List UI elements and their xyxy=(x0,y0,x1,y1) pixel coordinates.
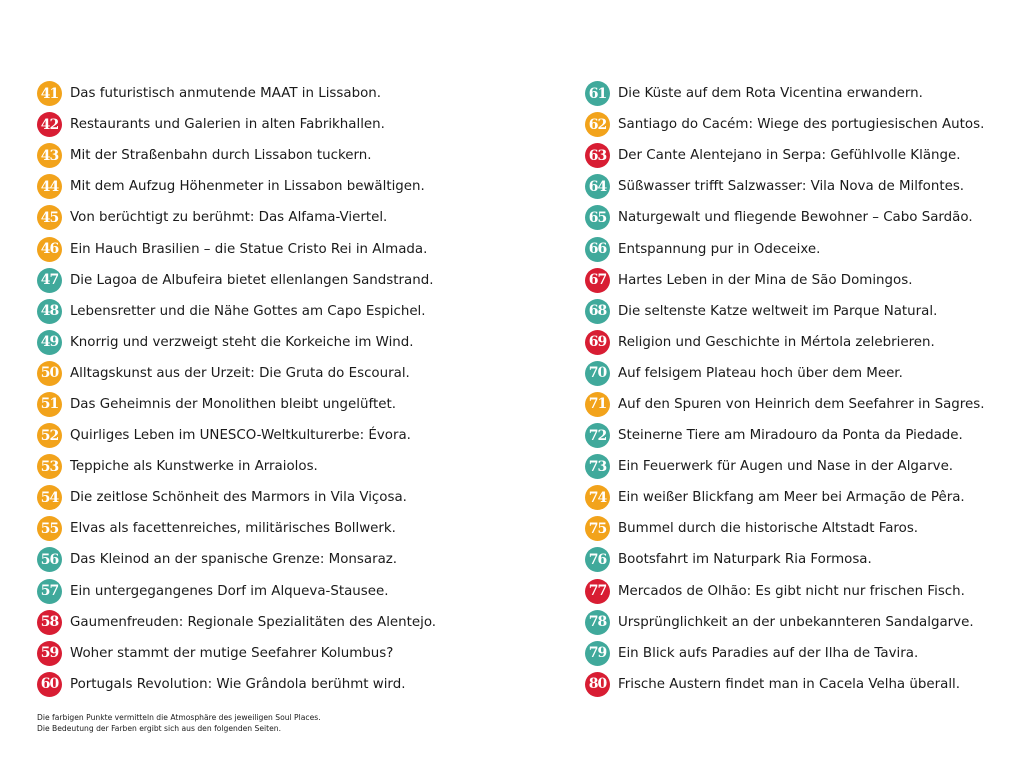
number-badge: 70 xyxy=(585,361,610,386)
number-badge: 57 xyxy=(37,579,62,604)
number-badge: 67 xyxy=(585,268,610,293)
list-item xyxy=(37,669,537,700)
list-item-label: Bummel durch die historische Altstadt Faros. xyxy=(618,521,919,537)
number-badge: 65 xyxy=(585,205,610,230)
list-item-label: Knorrig und verzweigt steht die Korkeiche im Wind. xyxy=(70,334,414,350)
number-badge: 79 xyxy=(585,641,610,666)
list-item xyxy=(585,544,1015,575)
list-item-label: Ein weißer Blickfang am Meer bei Armação de Pêra. xyxy=(618,490,965,506)
list-item xyxy=(37,202,537,233)
list-item-label: Quirliges Leben im UNESCO-Weltkulturerbe: Évora. xyxy=(70,428,411,444)
list-item xyxy=(585,327,1015,358)
number-badge: 56 xyxy=(37,547,62,572)
footnote-line-2: Die Bedeutung der Farben ergibt sich aus den folgenden Seiten. xyxy=(37,724,282,733)
list-item xyxy=(37,576,537,607)
list-item xyxy=(585,296,1015,327)
list-item-label: Portugals Revolution: Wie Grândola berühmt wird. xyxy=(70,676,406,692)
number-badge: 47 xyxy=(37,268,62,293)
list-item-label: Religion und Geschichte in Mértola zelebrieren. xyxy=(618,334,935,350)
list-item xyxy=(585,482,1015,513)
number-badge: 45 xyxy=(37,205,62,230)
list-item-label: Das futuristisch anmutende MAAT in Lissabon. xyxy=(70,86,382,102)
list-item-label: Bootsfahrt im Naturpark Ria Formosa. xyxy=(618,552,872,568)
list-item-label: Mercados de Olhão: Es gibt nicht nur frischen Fisch. xyxy=(618,583,965,599)
list-item-label: Lebensretter und die Nähe Gottes am Capo Espichel. xyxy=(70,303,426,319)
list-item xyxy=(585,669,1015,700)
number-badge: 50 xyxy=(37,361,62,386)
list-item-label: Mit dem Aufzug Höhenmeter in Lissabon bewältigen. xyxy=(70,179,425,195)
list-item xyxy=(585,140,1015,171)
list-item-label: Das Geheimnis der Monolithen bleibt ungelüftet. xyxy=(70,396,396,412)
list-item xyxy=(585,78,1015,109)
list-item xyxy=(585,265,1015,296)
list-item xyxy=(585,389,1015,420)
list-item-label: Hartes Leben in der Mina de São Domingos. xyxy=(618,272,913,288)
number-badge: 66 xyxy=(585,237,610,262)
list-item xyxy=(37,420,537,451)
number-badge: 52 xyxy=(37,423,62,448)
number-badge: 53 xyxy=(37,454,62,479)
number-badge: 48 xyxy=(37,299,62,324)
number-badge: 55 xyxy=(37,516,62,541)
list-item xyxy=(585,576,1015,607)
number-badge: 41 xyxy=(37,81,62,106)
list-item-label: Santiago do Cacém: Wiege des portugiesischen Autos. xyxy=(618,117,985,133)
list-item xyxy=(37,389,537,420)
list-item-label: Die zeitlose Schönheit des Marmors in Vila Viçosa. xyxy=(70,490,407,506)
number-badge: 58 xyxy=(37,610,62,635)
number-badge: 43 xyxy=(37,143,62,168)
list-item-label: Auf felsigem Plateau hoch über dem Meer. xyxy=(618,365,903,381)
number-badge: 72 xyxy=(585,423,610,448)
list-item xyxy=(585,451,1015,482)
list-item xyxy=(585,233,1015,264)
number-badge: 73 xyxy=(585,454,610,479)
list-item-label: Ein Hauch Brasilien – die Statue Cristo Rei in Almada. xyxy=(70,241,428,257)
list-item-label: Der Cante Alentejano in Serpa: Gefühlvolle Klänge. xyxy=(618,148,961,164)
list-item xyxy=(585,171,1015,202)
list-item xyxy=(585,607,1015,638)
list-item xyxy=(37,233,537,264)
list-item xyxy=(37,482,537,513)
list-item-label: Die Lagoa de Albufeira bietet ellenlangen Sandstrand. xyxy=(70,272,434,288)
footnote xyxy=(37,712,321,734)
list-item-label: Gaumenfreuden: Regionale Spezialitäten des Alentejo. xyxy=(70,614,437,630)
number-badge: 64 xyxy=(585,174,610,199)
number-badge: 63 xyxy=(585,143,610,168)
number-badge: 80 xyxy=(585,672,610,697)
list-item-label: Auf den Spuren von Heinrich dem Seefahrer in Sagres. xyxy=(618,396,985,412)
number-badge: 69 xyxy=(585,330,610,355)
list-item xyxy=(585,420,1015,451)
list-item xyxy=(585,358,1015,389)
list-item xyxy=(585,202,1015,233)
list-item-label: Süßwasser trifft Salzwasser: Vila Nova de Milfontes. xyxy=(618,179,965,195)
list-item-label: Das Kleinod an der spanische Grenze: Monsaraz. xyxy=(70,552,398,568)
number-badge: 78 xyxy=(585,610,610,635)
number-badge: 61 xyxy=(585,81,610,106)
list-item-label: Entspannung pur in Odeceixe. xyxy=(618,241,821,257)
number-badge: 60 xyxy=(37,672,62,697)
list-item-label: Teppiche als Kunstwerke in Arraiolos. xyxy=(70,459,318,475)
list-item xyxy=(585,513,1015,544)
number-badge: 49 xyxy=(37,330,62,355)
number-badge: 68 xyxy=(585,299,610,324)
list-item xyxy=(37,78,537,109)
list-item-label: Elvas als facettenreiches, militärisches Bollwerk. xyxy=(70,521,396,537)
number-badge: 76 xyxy=(585,547,610,572)
list-item xyxy=(37,358,537,389)
list-item-label: Ein Blick aufs Paradies auf der Ilha de Tavira. xyxy=(618,645,919,661)
footnote-line-1: Die farbigen Punkte vermitteln die Atmosphäre des jeweiligen Soul Places. xyxy=(37,713,321,722)
number-badge: 71 xyxy=(585,392,610,417)
right-column xyxy=(585,78,1015,700)
number-badge: 46 xyxy=(37,237,62,262)
list-item xyxy=(37,607,537,638)
list-item xyxy=(37,638,537,669)
number-badge: 59 xyxy=(37,641,62,666)
number-badge: 62 xyxy=(585,112,610,137)
list-item xyxy=(37,171,537,202)
list-item-label: Steinerne Tiere am Miradouro da Ponta da Piedade. xyxy=(618,428,963,444)
list-item xyxy=(37,265,537,296)
list-item-label: Alltagskunst aus der Urzeit: Die Gruta do Escoural. xyxy=(70,365,410,381)
list-item xyxy=(585,109,1015,140)
number-badge: 44 xyxy=(37,174,62,199)
list-item xyxy=(37,140,537,171)
list-item xyxy=(37,451,537,482)
list-item xyxy=(37,109,537,140)
list-item xyxy=(37,296,537,327)
list-item-label: Ein untergegangenes Dorf im Alqueva-Stausee. xyxy=(70,583,389,599)
list-item xyxy=(37,327,537,358)
list-item-label: Frische Austern findet man in Cacela Velha überall. xyxy=(618,676,961,692)
list-item-label: Die Küste auf dem Rota Vicentina erwandern. xyxy=(618,86,923,102)
list-item xyxy=(37,513,537,544)
number-badge: 77 xyxy=(585,579,610,604)
list-item xyxy=(585,638,1015,669)
list-item-label: Ein Feuerwerk für Augen und Nase in der Algarve. xyxy=(618,459,954,475)
list-item-label: Von berüchtigt zu berühmt: Das Alfama-Viertel. xyxy=(70,210,388,226)
number-badge: 42 xyxy=(37,112,62,137)
list-item-label: Woher stammt der mutige Seefahrer Kolumbus? xyxy=(70,645,394,661)
list-item-label: Restaurants und Galerien in alten Fabrikhallen. xyxy=(70,117,385,133)
list-item xyxy=(37,544,537,575)
list-item-label: Die seltenste Katze weltweit im Parque Natural. xyxy=(618,303,938,319)
number-badge: 75 xyxy=(585,516,610,541)
number-badge: 51 xyxy=(37,392,62,417)
list-item-label: Ursprünglichkeit an der unbekannteren Sandalgarve. xyxy=(618,614,974,630)
left-column xyxy=(37,78,537,700)
number-badge: 54 xyxy=(37,485,62,510)
list-item-label: Naturgewalt und fliegende Bewohner – Cabo Sardão. xyxy=(618,210,973,226)
number-badge: 74 xyxy=(585,485,610,510)
list-item-label: Mit der Straßenbahn durch Lissabon tuckern. xyxy=(70,148,372,164)
